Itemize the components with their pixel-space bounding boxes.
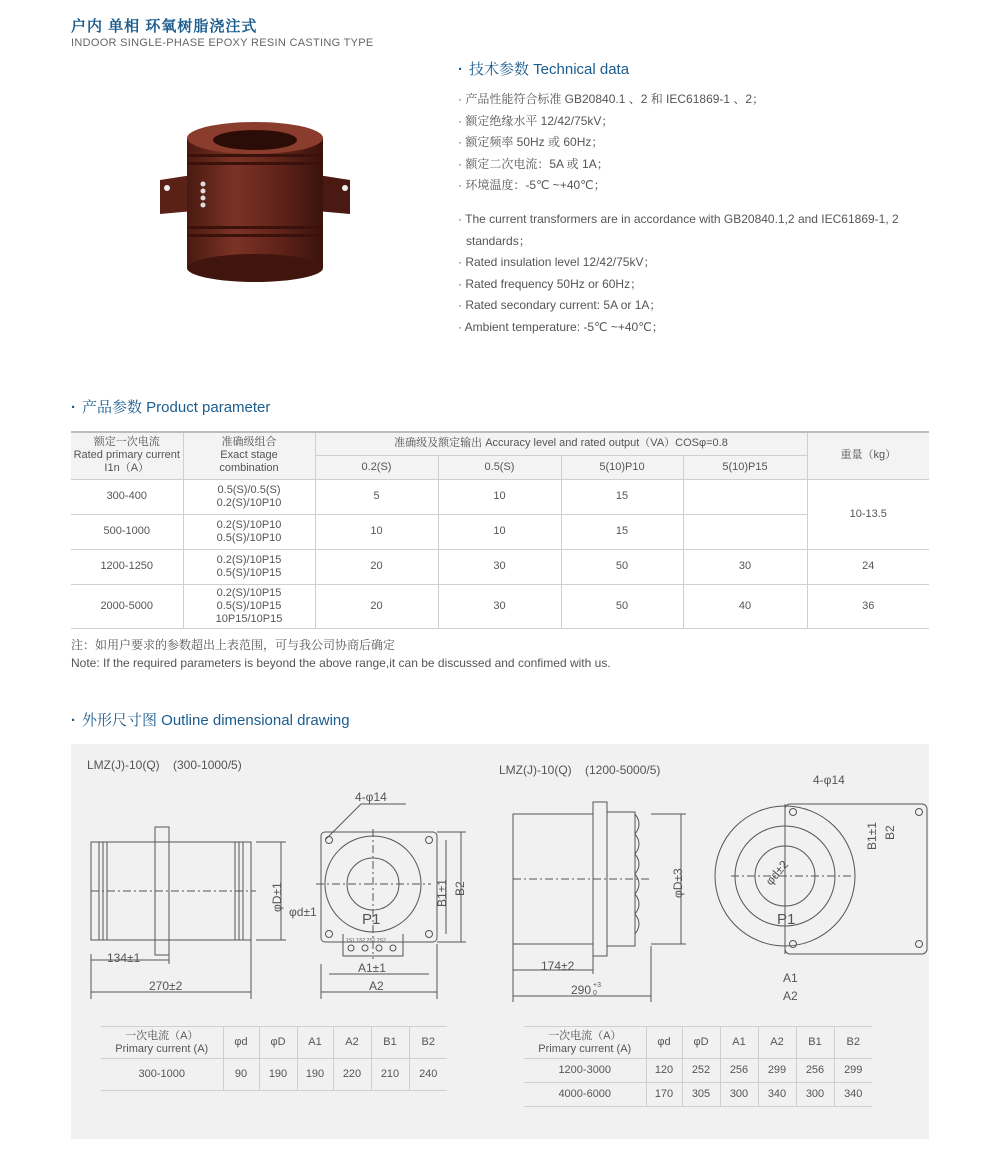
list-item: · 产品性能符合标准 GB20840.1 、2 和 IEC61869-1 、2；: [458, 92, 765, 106]
product-photo: [155, 118, 355, 288]
merged-weight: 10-13.5: [807, 479, 929, 549]
technical-en-list: [458, 209, 899, 338]
dim-label: +3: [593, 982, 601, 989]
header-sub: 5(10)P10: [561, 455, 683, 479]
table-row: 500-1000 0.2(S)/10P10 0.5(S)/10P10 10 10 15: [71, 514, 929, 549]
table-row: 1200-1250 0.2(S)/10P15 0.5(S)/10P15 20 30 50 30 24: [71, 549, 929, 584]
right-outline-drawing: [501, 773, 921, 1014]
left-dimension-table: 一次电流（A） Primary current (A) φd φD A1 A2 B1 B2 300-1000 90 190 190 220 210 240: [101, 1026, 447, 1091]
table-row: 4000-6000 170 305 300 340 300 340: [524, 1083, 872, 1107]
left-outline-drawing: [71, 784, 491, 1014]
dim-label: φd±1: [289, 905, 317, 919]
list-item: · Rated frequency 50Hz or 60Hz；: [458, 276, 643, 291]
technical-title: · 技术参数 Technical data: [458, 61, 630, 78]
header-sub: 5(10)P15: [683, 455, 807, 479]
table-row: 300-400 0.5(S)/0.5(S) 0.2(S)/10P10 5 10 15 10-13.5: [71, 479, 929, 514]
header-weight: 重量（kg）: [807, 432, 929, 479]
table-row: 1200-3000 120 252 256 299 256 299: [524, 1059, 872, 1083]
list-item: · Rated insulation level 12/42/75kV；: [458, 255, 656, 269]
note-cn: 注：如用户要求的参数超出上表范围，可与我公司协商后确定: [71, 638, 396, 652]
list-item: · 额定频率 50Hz 或 60Hz；: [458, 135, 604, 149]
header-combination: 准确级组合 Exact stage combination: [183, 432, 315, 479]
list-item: · Ambient temperature: -5℃ ~+40℃；: [458, 319, 664, 334]
list-item: · 额定绝缘水平 12/42/75kV；: [458, 113, 614, 128]
dim-label: 4-φ14: [813, 773, 845, 787]
dim-label: 174±2: [541, 959, 575, 973]
dim-label: B2: [453, 881, 467, 896]
dim-label: B1±1: [435, 879, 449, 907]
outline-drawing-area: [71, 744, 929, 1139]
dim-label: 4-φ14: [355, 790, 387, 804]
dim-label: 0: [593, 990, 597, 997]
list-item: · 额定二次电流：5A 或 1A；: [458, 156, 609, 171]
right-model-title: LMZ(J)-10(Q) (1200-5000/5): [499, 763, 661, 777]
dim-label: φD±3: [671, 868, 685, 898]
product-params-table: [71, 431, 929, 629]
table-row: 300-1000 90 190 190 220 210 240: [101, 1059, 447, 1091]
dim-label: A1: [783, 971, 798, 985]
right-dimension-table: 一次电流（A） Primary current (A) φd φD A1 A2 B1 B2 1200-3000 120 252 256 299 256 299 4000-6000 170 305 300 340 300 340: [524, 1026, 872, 1107]
dim-label: 270±2: [149, 979, 183, 993]
dim-label: A2: [369, 979, 384, 993]
outline-title: · 外形尺寸图 Outline dimensional drawing: [71, 712, 350, 729]
page-title-en: INDOOR SINGLE-PHASE EPOXY RESIN CASTING TYPE: [71, 37, 374, 49]
technical-cn-list: [458, 89, 764, 197]
header-rated-current: 额定一次电流 Rated primary current I1n（A）: [71, 432, 183, 479]
dim-label: φd±2: [762, 857, 792, 888]
note-en: Note: If the required parameters is beyond the above range,it can be discussed and confimed with us.: [71, 656, 611, 670]
list-item: · The current transformers are in accordance with GB20840.1,2 and IEC61869-1, 2: [458, 212, 899, 226]
list-item: · 环境温度：-5℃ ~+40℃；: [458, 178, 606, 192]
header-accuracy-output: 准确级及额定输出 Accuracy level and rated output（VA）COSφ=0.8: [315, 432, 807, 455]
dim-label: 1S1 1S2 2S1 2S2: [346, 938, 386, 944]
dim-label: B1±1: [865, 822, 879, 850]
dim-label: 134±1: [107, 951, 141, 965]
list-item: standards；: [466, 233, 531, 248]
page-title-cn: 户内 单相 环氧树脂浇注式: [71, 18, 258, 35]
dim-label: P1: [362, 911, 381, 928]
dim-label: φD±1: [270, 882, 284, 912]
list-item: · Rated secondary current: 5A or 1A；: [458, 298, 662, 312]
dim-label: 290: [571, 983, 592, 997]
dim-label: P1: [777, 911, 796, 928]
product-params-title: · 产品参数 Product parameter: [71, 399, 271, 416]
dim-label: A2: [783, 989, 798, 1003]
left-model-title: LMZ(J)-10(Q) (300-1000/5): [87, 758, 242, 772]
dim-label: B2: [883, 825, 897, 840]
table-row: 2000-5000 0.2(S)/10P15 0.5(S)/10P15 10P15/10P15 20 30 50 40 36: [71, 584, 929, 628]
header-sub: 0.5(S): [438, 455, 561, 479]
dim-label: A1±1: [358, 961, 386, 975]
header-sub: 0.2(S): [315, 455, 438, 479]
